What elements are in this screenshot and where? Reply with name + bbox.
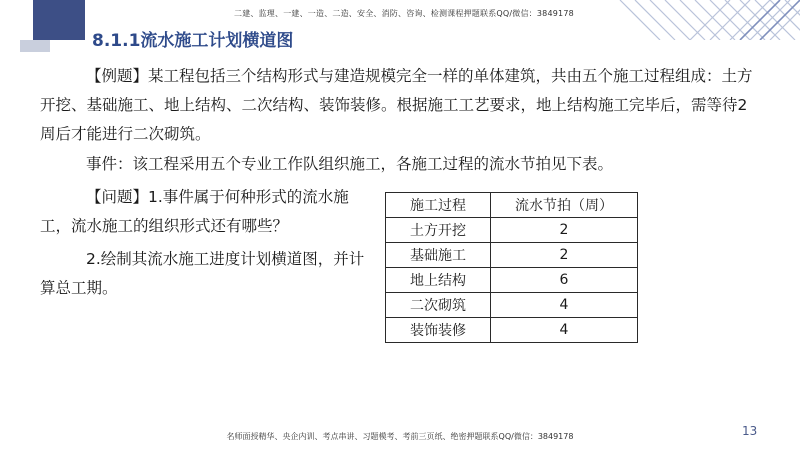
beat-cell: 2	[491, 243, 638, 268]
column-header-beat: 流水节拍（周）	[491, 193, 638, 218]
table-row	[386, 293, 638, 318]
process-cell: 基础施工	[386, 243, 491, 268]
page-title: 8.1.1流水施工计划横道图	[92, 31, 294, 51]
question-1: 【问题】1.事件属于何种形式的流水施工，流水施工的组织形式还有哪些？	[40, 188, 349, 235]
event-paragraph: 事件：该工程采用五个专业工作队组织施工，各施工过程的流水节拍见下表。	[86, 155, 614, 173]
table-row	[386, 218, 638, 243]
decor-stripes	[560, 0, 800, 40]
beat-cell: 2	[491, 218, 638, 243]
table-row	[386, 243, 638, 268]
beat-cell: 4	[491, 293, 638, 318]
decor-square-dark	[33, 0, 85, 40]
process-cell: 地上结构	[386, 268, 491, 293]
table-header-row	[386, 193, 638, 218]
decor-square-light	[20, 40, 50, 52]
table-row	[386, 318, 638, 343]
beat-cell: 4	[491, 318, 638, 343]
example-paragraph: 【例题】某工程包括三个结构形式与建造规模完全一样的单体建筑，共由五个施工过程组成：土方开挖、基础施工、地上结构、二次结构、装饰装修。根据施工工艺要求，地上结构施工完毕后，需等待2周后才能进行二次砌筑。	[40, 67, 753, 143]
footer-contact-note: 名师面授精华、央企内训、考点串讲、习题模考、考前三页纸、绝密押题联系QQ/微信：3849178	[226, 432, 574, 441]
process-cell: 装饰装修	[386, 318, 491, 343]
process-cell: 二次砌筑	[386, 293, 491, 318]
beat-cell: 6	[491, 268, 638, 293]
column-header-process: 施工过程	[386, 193, 491, 218]
process-cell: 土方开挖	[386, 218, 491, 243]
table-row	[386, 268, 638, 293]
header-contact-note: 二建、监理、一建、一造、二造、安全、消防、咨询、检测课程押题联系QQ/微信：3849178	[234, 9, 574, 18]
page-number: 13	[742, 424, 758, 438]
question-2: 2.绘制其流水施工进度计划横道图，并计算总工期。	[40, 250, 365, 297]
flow-beat-table	[385, 192, 638, 343]
